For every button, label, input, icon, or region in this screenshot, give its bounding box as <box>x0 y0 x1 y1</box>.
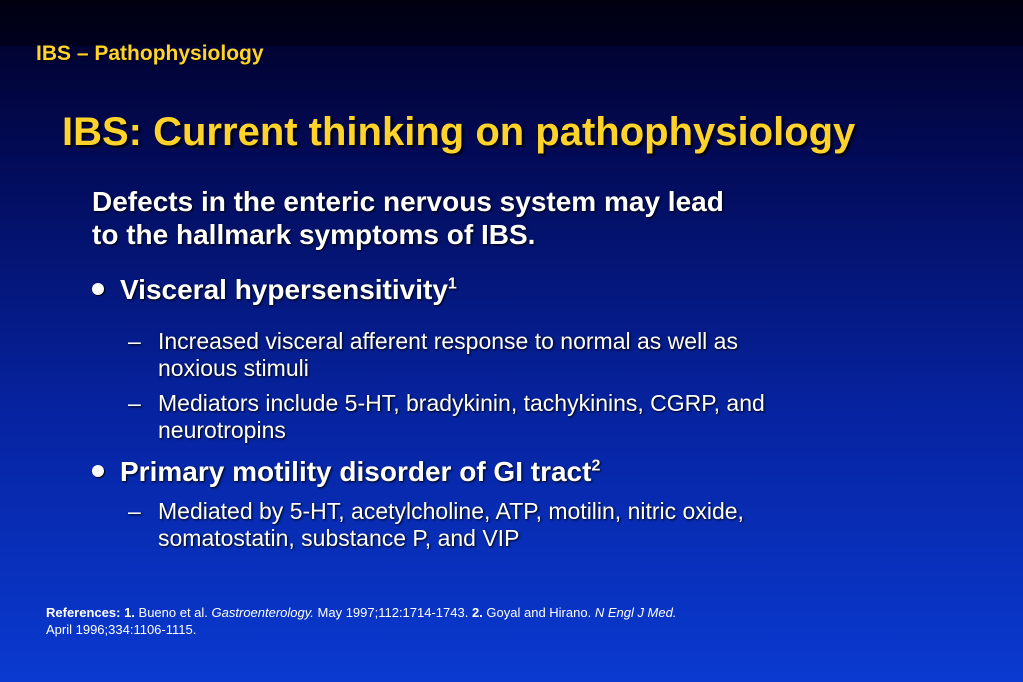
reference-1-details: May 1997;112:1714-1743. <box>313 605 472 620</box>
dash-icon: – <box>128 328 141 354</box>
reference-1-journal: Gastroenterology. <box>211 605 314 620</box>
bullet-text: Primary motility disorder of GI tract$^2$ <box>120 456 601 487</box>
reference-1-authors: Bueno et al. <box>134 605 212 620</box>
bullet-text: Visceral hypersensitivity$^1$ <box>120 274 457 305</box>
references <box>46 604 946 638</box>
bullet-primary-motility-disorder <box>92 454 852 490</box>
sub-bullet <box>128 498 852 552</box>
intro-line-2: to the hallmark symptoms of IBS. <box>92 219 536 250</box>
sub-bullet-text: Mediators include 5-HT, bradykinin, tachykinins, CGRP, and neurotropins <box>158 390 765 443</box>
header-band <box>0 0 1023 46</box>
footnote-marker: 1 <box>447 275 457 293</box>
reference-2-authors: Goyal and Hirano. <box>482 605 595 620</box>
dash-icon: – <box>128 390 141 416</box>
sub-bullet-text: Increased visceral afferent response to normal as well as noxious stimuli <box>158 328 738 381</box>
bullet-dot-icon <box>92 283 104 295</box>
intro-line-1: Defects in the enteric nervous system may lead <box>92 186 724 217</box>
slide-title: IBS: Current thinking on pathophysiology <box>62 110 856 154</box>
reference-2-journal: N Engl J Med. <box>594 605 677 620</box>
dash-icon: – <box>128 498 141 524</box>
reference-number-1: 1. <box>124 605 135 620</box>
reference-2-details: April 1996;334:1106-1115. <box>46 622 197 637</box>
references-label: References: <box>46 605 121 620</box>
sub-bullet <box>128 390 852 444</box>
sub-bullet-text: Mediated by 5-HT, acetylcholine, ATP, motilin, nitric oxide, somatostatin, substance P, and VIP <box>158 498 744 551</box>
footnote-marker: 2 <box>591 457 601 475</box>
bullet-list <box>92 272 852 552</box>
sub-bullet <box>128 328 852 382</box>
bullet-dot-icon <box>92 465 104 477</box>
section-title: IBS – Pathophysiology <box>36 42 264 65</box>
intro-statement <box>92 185 852 251</box>
bullet-visceral-hypersensitivity <box>92 272 852 308</box>
reference-number-2: 2. <box>471 605 483 620</box>
